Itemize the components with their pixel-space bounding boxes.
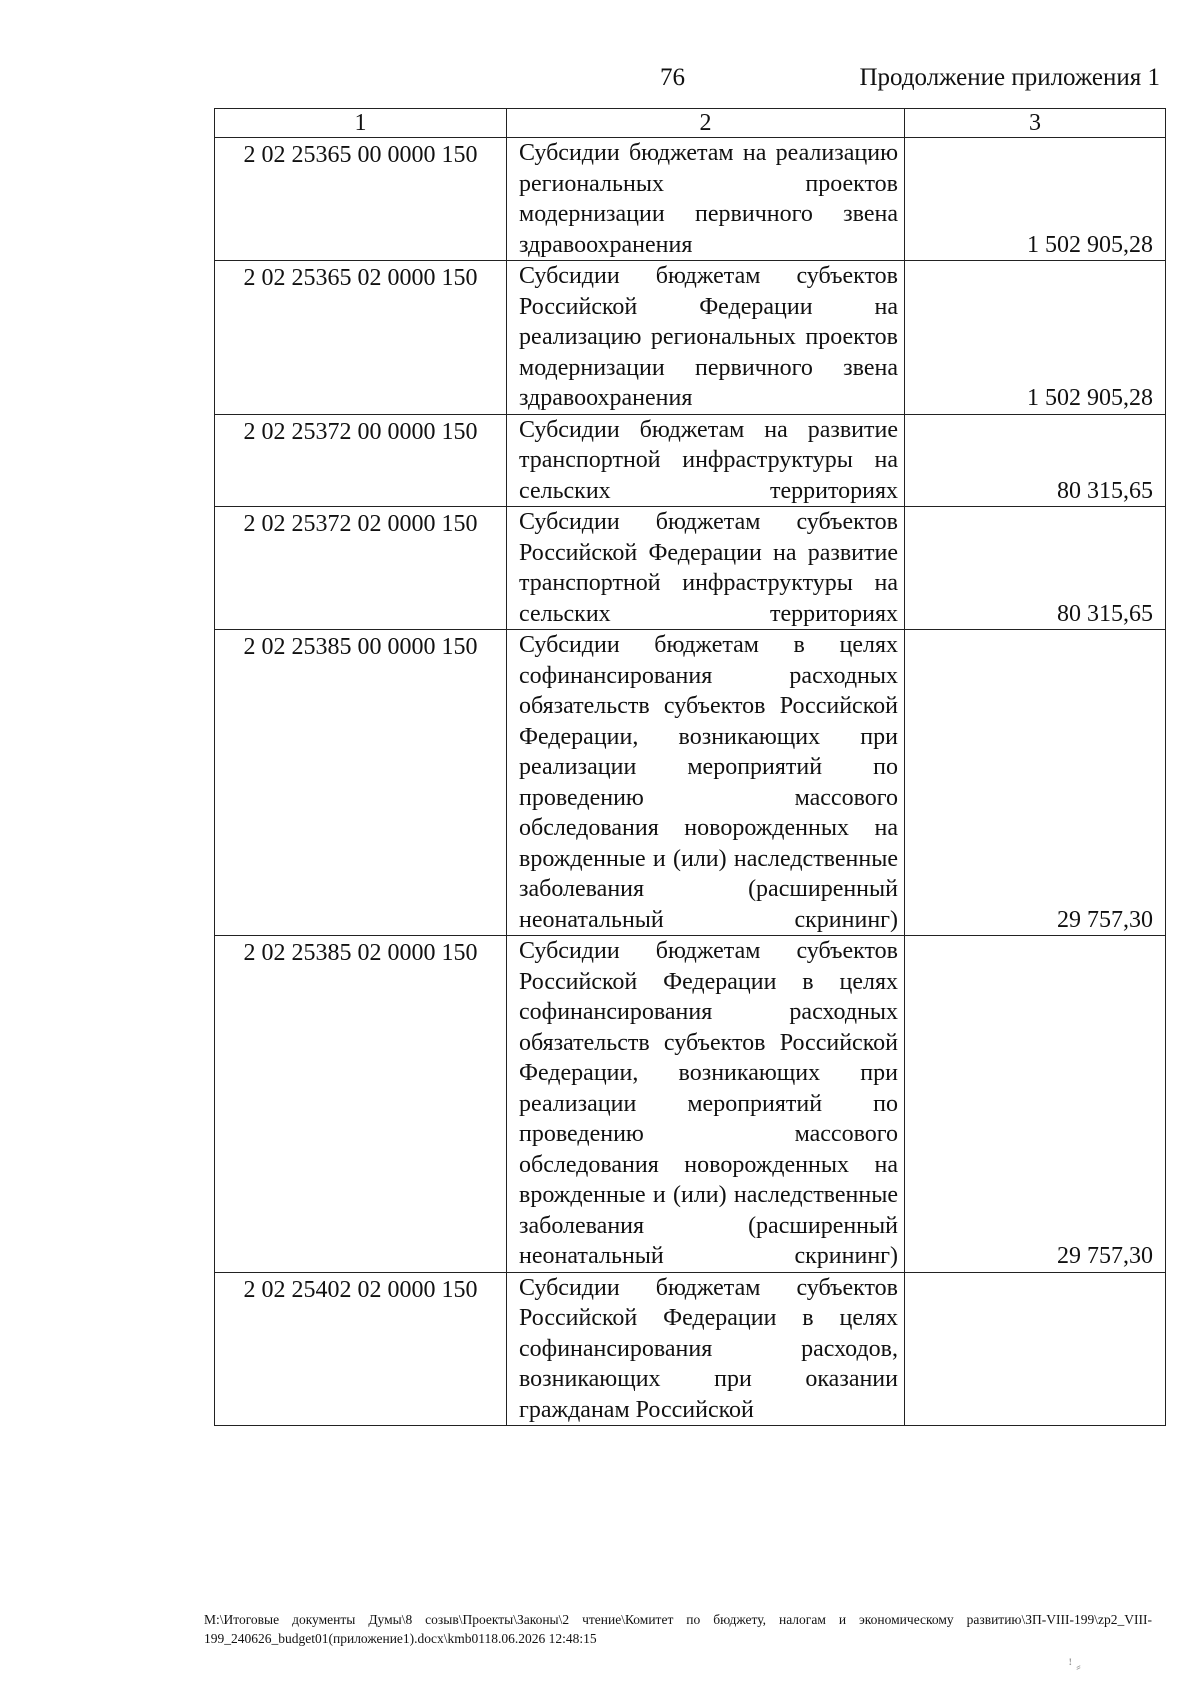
table-row	[215, 630, 1166, 936]
description-cell: Субсидии бюджетам субъектов Российской Федерации в целях софинансирования расходов, возникающих при оказании гражданам Российской	[507, 1272, 905, 1426]
description-cell: Субсидии бюджетам субъектов Российской Федерации в целях софинансирования расходных обязательств субъектов Российской Федерации, возникающих при реализации мероприятий по проведению массового обследования новорожденных на врожденные и (или) наследственные заболевания (расширенный неонатальный скрининг)	[507, 936, 905, 1273]
description-cell: Субсидии бюджетам субъектов Российской Федерации на реализацию региональных проектов модернизации первичного звена здравоохранения	[507, 261, 905, 415]
budget-table	[214, 108, 1166, 1426]
column-header-2: 2	[507, 109, 905, 138]
column-header-3: 3	[905, 109, 1166, 138]
budget-code-cell: 2 02 25385 00 0000 150	[215, 630, 507, 936]
table-row	[215, 138, 1166, 261]
table-header-row	[215, 109, 1166, 138]
scan-artifact: ꜝ ⸗	[1068, 1660, 1081, 1675]
budget-code-cell: 2 02 25372 02 0000 150	[215, 507, 507, 630]
budget-code-cell: 2 02 25385 02 0000 150	[215, 936, 507, 1273]
table-row	[215, 414, 1166, 507]
table-row	[215, 1272, 1166, 1426]
amount-cell: 80 315,65	[905, 507, 1166, 630]
amount-cell	[905, 1272, 1166, 1426]
table-row	[215, 936, 1166, 1273]
budget-code-cell: 2 02 25365 00 0000 150	[215, 138, 507, 261]
description-cell: Субсидии бюджетам субъектов Российской Федерации на развитие транспортной инфраструктуры на сельских территориях	[507, 507, 905, 630]
budget-code-cell: 2 02 25372 00 0000 150	[215, 414, 507, 507]
description-cell: Субсидии бюджетам на реализацию региональных проектов модернизации первичного звена здравоохранения	[507, 138, 905, 261]
continuation-heading: Продолжение приложения 1	[859, 64, 1160, 91]
amount-cell: 1 502 905,28	[905, 138, 1166, 261]
budget-code-cell: 2 02 25365 02 0000 150	[215, 261, 507, 415]
table-row	[215, 507, 1166, 630]
budget-code-cell: 2 02 25402 02 0000 150	[215, 1272, 507, 1426]
amount-cell: 80 315,65	[905, 414, 1166, 507]
document-path-footer: M:\Итоговые документы Думы\8 созыв\Проекты\Законы\2 чтение\Комитет по бюджету, налогам и экономическому развитию\ЗП-VIII-199\zp2_VIII-199_240626_budget01(приложение1).docx\kmb0118.06.2026 12:48:15	[204, 1612, 1152, 1646]
table-row	[215, 261, 1166, 415]
amount-cell: 1 502 905,28	[905, 261, 1166, 415]
amount-cell: 29 757,30	[905, 936, 1166, 1273]
description-cell: Субсидии бюджетам на развитие транспортной инфраструктуры на сельских территориях	[507, 414, 905, 507]
description-cell: Субсидии бюджетам в целях софинансирования расходных обязательств субъектов Российской Федерации, возникающих при реализации мероприятий по проведению массового обследования новорожденных на врожденные и (или) наследственные заболевания (расширенный неонатальный скрининг)	[507, 630, 905, 936]
column-header-1: 1	[215, 109, 507, 138]
amount-cell: 29 757,30	[905, 630, 1166, 936]
page-number: 76	[660, 64, 685, 91]
